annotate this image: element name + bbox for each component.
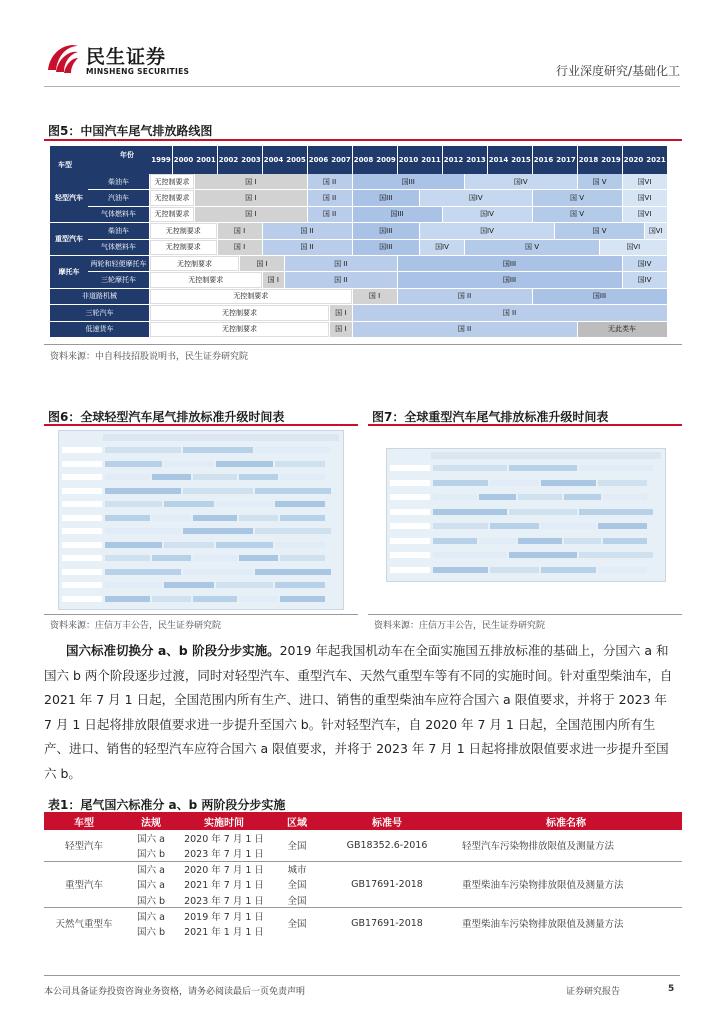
timeline-row xyxy=(387,536,665,546)
corner-vehicle-label: 车型 xyxy=(58,161,72,169)
region-cell: 全国 xyxy=(270,908,324,939)
timeline-row-label-block xyxy=(390,465,430,471)
timeline-segment xyxy=(105,582,162,588)
timeline-segment xyxy=(255,528,331,534)
timeline-segment xyxy=(105,488,181,494)
timeline-segment xyxy=(518,538,562,544)
vehicle-type-cell: 天然气重型车 xyxy=(44,908,124,939)
year-header-2000: 2000 xyxy=(173,146,195,174)
timeline-segment xyxy=(216,582,273,588)
timeline-segment xyxy=(579,465,653,471)
timeline-row-label-block xyxy=(390,509,430,515)
figure6-source-divider xyxy=(44,614,358,615)
timeline-row-label-block xyxy=(390,523,430,529)
timeline-segment xyxy=(490,567,539,573)
corner-year-label: 年份 xyxy=(120,151,134,159)
figure7-title: 图7：全球重型汽车尾气排放标准升级时间表 xyxy=(372,410,609,424)
year-header-2021: 2021 xyxy=(645,146,667,174)
roadmap-stage-bar: 国 I xyxy=(195,190,307,205)
roadmap-stage-bar: 国 II xyxy=(285,272,397,287)
region-cell: 全国 xyxy=(287,895,307,907)
roadmap-stage-bar: 国III xyxy=(398,256,622,271)
group-label: 重型汽车 xyxy=(50,223,88,255)
timeline-row xyxy=(59,513,343,523)
timeline-segment xyxy=(433,552,507,558)
figure6-source: 资料来源：庄信万丰公告，民生证券研究院 xyxy=(50,621,222,631)
timeline-segment xyxy=(598,480,647,486)
year-header-2017: 2017 xyxy=(555,146,577,174)
timeline-segment xyxy=(518,494,562,500)
timeline-segment xyxy=(105,461,162,467)
timeline-segment xyxy=(433,523,488,529)
timeline-year-header xyxy=(431,452,661,459)
date-cell: 2020 年 7 月 1 日 xyxy=(178,861,270,877)
timeline-segment xyxy=(239,515,278,521)
timeline-row-label-block xyxy=(62,528,102,534)
timeline-row xyxy=(387,463,665,473)
footer-divider xyxy=(44,975,680,976)
timeline-segment xyxy=(164,542,215,548)
row-label: 汽油车 xyxy=(88,190,149,205)
timeline-segment xyxy=(105,528,181,534)
roadmap-stage-bar: 国 I xyxy=(330,305,352,320)
year-header-2009: 2009 xyxy=(375,146,397,174)
timeline-segment xyxy=(216,501,273,507)
timeline-row xyxy=(59,486,343,496)
col-header-vehicle-type: 车型 xyxy=(44,812,124,830)
timeline-segment xyxy=(564,494,602,500)
timeline-row xyxy=(59,567,343,577)
figure7-title-underline xyxy=(368,424,682,426)
timeline-segment xyxy=(275,582,326,588)
row-label: 柴油车 xyxy=(88,223,149,238)
date-cell: 2021 年 7 月 1 日 xyxy=(184,880,264,892)
timeline-row xyxy=(59,526,343,536)
row-label: 气体燃料车 xyxy=(88,207,149,222)
timeline-segment xyxy=(280,515,325,521)
roadmap-stage-bar: 国IV xyxy=(420,223,554,238)
minsheng-logo-icon xyxy=(44,40,80,76)
roadmap-stage-bar: 国 V xyxy=(533,190,622,205)
roadmap-stage-bar: 国VI xyxy=(623,190,667,205)
year-header-2014: 2014 xyxy=(488,146,510,174)
roadmap-stage-bar: 无控制要求 xyxy=(150,223,217,238)
roadmap-stage-bar: 国 V xyxy=(533,207,622,222)
timeline-segment xyxy=(193,596,238,602)
timeline-segment xyxy=(164,501,215,507)
row-label: 三轮汽车 xyxy=(50,305,149,320)
year-header-2019: 2019 xyxy=(600,146,622,174)
vehicle-type-cell: 重型汽车 xyxy=(44,861,124,908)
timeline-segment xyxy=(193,515,238,521)
year-header-2010: 2010 xyxy=(398,146,420,174)
roadmap-stage-bar: 国 V xyxy=(465,240,599,255)
timeline-segment xyxy=(433,538,477,544)
timeline-segment xyxy=(433,494,477,500)
timeline-segment xyxy=(603,538,647,544)
timeline-row xyxy=(59,580,343,590)
stage-cell: 国六 a xyxy=(137,880,165,892)
region-cell: 城市 xyxy=(270,861,324,877)
figure6-title: 图6：全球轻型汽车尾气排放标准升级时间表 xyxy=(48,410,285,424)
roadmap-stage-bar: 国 V xyxy=(578,174,622,189)
roadmap-stage-bar: 国 I xyxy=(218,223,262,238)
roadmap-stage-bar: 国 II xyxy=(353,322,577,337)
timeline-row-label-block xyxy=(62,569,102,575)
standards-table xyxy=(44,812,682,939)
timeline-segment xyxy=(564,538,602,544)
roadmap-stage-bar: 国 II xyxy=(285,256,397,271)
timeline-segment xyxy=(183,447,253,453)
timeline-segment xyxy=(255,569,331,575)
roadmap-stage-bar: 无控制要求 xyxy=(150,174,194,189)
roadmap-stage-bar: 国IV xyxy=(623,256,667,271)
standard-number-cell: GB17691-2018 xyxy=(324,861,450,908)
timeline-row xyxy=(59,499,343,509)
year-header-2001: 2001 xyxy=(195,146,217,174)
roadmap-stage-bar: 无控制要求 xyxy=(150,256,239,271)
timeline-row-label-block xyxy=(62,596,102,602)
stage-cell: 国六 a xyxy=(137,833,165,845)
logo-chinese-name: 民生证券 xyxy=(86,46,167,68)
timeline-row xyxy=(59,594,343,604)
figure7-heavy-duty-timeline-image xyxy=(386,448,666,582)
roadmap-stage-bar: 国 II xyxy=(353,305,667,320)
roadmap-stage-bar: 国III xyxy=(398,272,622,287)
stage-cell: 国六 a xyxy=(124,908,178,924)
stage-cell: 国六 b xyxy=(136,849,166,860)
timeline-segment xyxy=(152,474,191,480)
timeline-segment xyxy=(105,542,162,548)
region-cell: 全国 xyxy=(287,841,307,853)
standard-name-cell: 重型柴油车污染物排放限值及测量方法 xyxy=(450,908,682,939)
roadmap-stage-bar: 国 II xyxy=(308,174,352,189)
roadmap-stage-bar: 国IV xyxy=(443,207,532,222)
year-header-2007: 2007 xyxy=(330,146,352,174)
col-header-standard-number: 标准号 xyxy=(324,812,450,830)
year-header-2005: 2005 xyxy=(285,146,307,174)
timeline-segment xyxy=(603,494,647,500)
group-label: 轻型汽车 xyxy=(50,174,88,222)
year-header-2018: 2018 xyxy=(578,146,600,174)
timeline-segment xyxy=(598,523,647,529)
timeline-segment xyxy=(509,509,577,515)
timeline-segment xyxy=(105,447,181,453)
stage-cell: 国六 b xyxy=(136,926,166,938)
col-header-implementation-date: 实施时间 xyxy=(178,812,270,830)
timeline-segment xyxy=(152,515,191,521)
roadmap-stage-bar: 国III xyxy=(353,190,420,205)
row-label: 柴油车 xyxy=(88,174,149,189)
footer-disclaimer: 本公司具备证券投资咨询业务资格，请务必阅读最后一页免责声明 xyxy=(44,987,306,997)
year-header-2004: 2004 xyxy=(263,146,285,174)
timeline-row-label-block xyxy=(62,447,102,453)
timeline-row-label-block xyxy=(390,552,430,558)
timeline-segment xyxy=(479,538,517,544)
figure7-source-divider xyxy=(368,614,682,615)
timeline-row xyxy=(387,550,665,560)
row-label: 气体燃料车 xyxy=(88,240,149,255)
row-label: 三轮摩托车 xyxy=(88,272,149,287)
timeline-row-label-block xyxy=(390,567,430,573)
roadmap-stage-bar: 无控制要求 xyxy=(150,207,194,222)
roadmap-stage-bar: 国III xyxy=(353,174,465,189)
year-header-2003: 2003 xyxy=(240,146,262,174)
date-cell: 2020 年 7 月 1 日 xyxy=(184,833,264,845)
roadmap-stage-bar: 国 I xyxy=(330,322,352,337)
timeline-segment xyxy=(490,523,539,529)
row-label: 非道路机械 xyxy=(50,289,149,304)
timeline-segment xyxy=(275,501,326,507)
timeline-row-label-block xyxy=(62,555,102,561)
roadmap-stage-bar: 无控制要求 xyxy=(150,289,352,304)
timeline-segment xyxy=(280,474,325,480)
table-row xyxy=(44,861,682,877)
roadmap-stage-bar: 无控制要求 xyxy=(150,322,329,337)
roadmap-stage-bar: 国 II xyxy=(398,289,532,304)
timeline-segment xyxy=(152,555,191,561)
roadmap-stage-bar: 无控制要求 xyxy=(150,272,262,287)
timeline-row xyxy=(59,553,343,563)
figure5-source-divider xyxy=(44,344,682,345)
roadmap-stage-bar: 无控制要求 xyxy=(150,240,217,255)
timeline-segment xyxy=(105,501,162,507)
figure5-title-underline xyxy=(44,139,682,141)
timeline-segment xyxy=(239,596,278,602)
standard-number-cell: GB18352.6-2016 xyxy=(346,839,428,851)
paragraph-lead: 国六标准切换分 a、b 阶段分步实施。 xyxy=(66,643,280,658)
timeline-segment xyxy=(598,567,647,573)
timeline-segment xyxy=(579,552,653,558)
roadmap-stage-bar: 国 I xyxy=(263,272,285,287)
timeline-segment xyxy=(216,461,273,467)
table-row xyxy=(44,830,682,846)
date-cell: 2023 年 7 月 1 日 xyxy=(184,895,264,907)
timeline-row-label-block xyxy=(390,480,430,486)
timeline-segment xyxy=(183,528,253,534)
timeline-segment xyxy=(280,555,325,561)
timeline-segment xyxy=(579,509,653,515)
roadmap-stage-bar: 国III xyxy=(353,207,442,222)
roadmap-stage-bar: 国 I xyxy=(195,207,307,222)
timeline-segment xyxy=(239,555,278,561)
report-category: 行业深度研究/基础化工 xyxy=(555,64,680,78)
timeline-segment xyxy=(105,474,150,480)
timeline-row-label-block xyxy=(62,461,102,467)
timeline-row xyxy=(387,521,665,531)
timeline-year-header xyxy=(103,434,339,441)
roadmap-stage-bar: 无此类车 xyxy=(578,322,667,337)
timeline-row-label-block xyxy=(62,501,102,507)
row-label: 低速货车 xyxy=(50,322,149,337)
timeline-segment xyxy=(509,465,577,471)
year-header-2008: 2008 xyxy=(353,146,375,174)
timeline-row xyxy=(387,507,665,517)
year-header-2006: 2006 xyxy=(308,146,330,174)
timeline-segment xyxy=(479,494,517,500)
roadmap-stage-bar: 国 II xyxy=(308,207,352,222)
timeline-segment xyxy=(255,447,331,453)
date-cell: 2023 年 7 月 1 日 xyxy=(184,849,264,860)
timeline-segment xyxy=(183,569,253,575)
timeline-segment xyxy=(239,474,278,480)
vehicle-type-cell: 轻型汽车 xyxy=(64,841,103,853)
figure6-light-duty-timeline-image xyxy=(58,430,344,610)
paragraph-text: 2019 年起我国机动车在全面实施国五排放标准的基础上，分国六 a 和国六 b 两个阶段逐步过渡，同时对轻型汽车、重型汽车、天然气重型车等有不同的实施时间。针对重型柴油车，自 2021 年 7 月 1 日起，全国范围内所有生产、进口、销售的重型柴油车应符合国六 a 限值要求，并将于 2023 年 7 月 1 日起将排放限值要求进一步提升至国六 b。针对轻型汽车，自 2020 年 7 月 1 日起，全国范围内所有生产、进口、销售的轻型汽车应符合国六 a 限值要求，并将于 2023 年 7 月 1 日起将排放限值要求进一步提升至国六 b。 xyxy=(44,643,673,781)
region-cell: 全国 xyxy=(287,880,307,892)
timeline-segment xyxy=(280,596,325,602)
timeline-segment xyxy=(216,542,273,548)
roadmap-stage-bar: 国 II xyxy=(263,240,352,255)
roadmap-stage-bar: 国 I xyxy=(240,256,284,271)
timeline-segment xyxy=(105,515,150,521)
footer-report-type: 证券研究报告 xyxy=(566,987,621,997)
stage-cell: 国六 b xyxy=(136,895,166,907)
figure5-source: 资料来源：中自科技招股说明书，民生证券研究院 xyxy=(50,352,249,362)
roadmap-stage-bar: 国VI xyxy=(645,223,667,238)
timeline-row xyxy=(59,540,343,550)
roadmap-stage-bar: 国III xyxy=(353,223,420,238)
timeline-segment xyxy=(193,474,238,480)
timeline-segment xyxy=(164,582,215,588)
timeline-row-label-block xyxy=(390,494,430,500)
logo-english-name: MINSHENG SECURITIES xyxy=(86,67,190,76)
standard-name-cell: 轻型汽车污染物排放限值及测量方法 xyxy=(462,841,615,853)
timeline-segment xyxy=(541,567,596,573)
timeline-row-label-block xyxy=(390,538,430,544)
standard-name-cell: 重型柴油车污染物排放限值及测量方法 xyxy=(450,861,682,908)
year-header-2002: 2002 xyxy=(218,146,240,174)
timeline-segment xyxy=(193,555,238,561)
timeline-row-label-block xyxy=(62,474,102,480)
timeline-row xyxy=(59,459,343,469)
timeline-segment xyxy=(433,509,507,515)
timeline-segment xyxy=(105,569,181,575)
roadmap-stage-bar: 国 I xyxy=(353,289,397,304)
roadmap-stage-bar: 无控制要求 xyxy=(150,190,194,205)
figure5-title: 图5：中国汽车尾气排放路线图 xyxy=(48,124,213,138)
company-logo xyxy=(44,40,190,80)
year-header-2020: 2020 xyxy=(623,146,645,174)
page-number: 5 xyxy=(668,984,675,994)
roadmap-stage-bar: 国IV xyxy=(465,174,577,189)
row-label: 两轮和轻便摩托车 xyxy=(88,256,149,271)
table-row xyxy=(44,908,682,924)
timeline-segment xyxy=(541,480,596,486)
year-header-2012: 2012 xyxy=(443,146,465,174)
roadmap-stage-bar: 国VI xyxy=(623,174,667,189)
body-paragraph xyxy=(44,639,674,787)
table1-title: 表1：尾气国六标准分 a、b 两阶段分步实施 xyxy=(48,798,286,812)
timeline-segment xyxy=(490,480,539,486)
timeline-row xyxy=(387,492,665,502)
timeline-segment xyxy=(433,567,488,573)
year-header-1999: 1999 xyxy=(150,146,172,174)
roadmap-stage-bar: 国VI xyxy=(600,240,667,255)
roadmap-stage-bar: 国 I xyxy=(218,240,262,255)
timeline-segment xyxy=(275,542,326,548)
figure7-source: 资料来源：庄信万丰公告，民生证券研究院 xyxy=(374,621,546,631)
timeline-segment xyxy=(164,461,215,467)
chart-corner-header xyxy=(50,146,150,174)
roadmap-stage-bar: 国VI xyxy=(623,207,667,222)
timeline-row-label-block xyxy=(62,542,102,548)
timeline-segment xyxy=(541,523,596,529)
figure6-title-underline xyxy=(44,424,358,426)
timeline-segment xyxy=(105,555,150,561)
timeline-segment xyxy=(105,596,150,602)
roadmap-stage-bar: 国 II xyxy=(263,223,352,238)
timeline-row xyxy=(387,565,665,575)
header-divider xyxy=(44,86,680,87)
timeline-row xyxy=(387,478,665,488)
col-header-standard-name: 标准名称 xyxy=(450,812,682,830)
roadmap-stage-bar: 国IV xyxy=(420,190,532,205)
group-label: 摩托车 xyxy=(50,256,88,288)
roadmap-stage-bar: 国 II xyxy=(308,190,352,205)
col-header-region: 区域 xyxy=(270,812,324,830)
roadmap-stage-bar: 国III xyxy=(353,240,420,255)
timeline-segment xyxy=(509,552,577,558)
year-header-2015: 2015 xyxy=(510,146,532,174)
roadmap-stage-bar: 国III xyxy=(533,289,667,304)
timeline-segment xyxy=(183,488,253,494)
emission-roadmap-chart xyxy=(50,146,666,338)
roadmap-stage-bar: 国IV xyxy=(623,272,667,287)
date-cell: 2019 年 7 月 1 日 xyxy=(178,908,270,924)
timeline-row-label-block xyxy=(62,488,102,494)
timeline-row xyxy=(59,472,343,482)
stage-cell: 国六 a xyxy=(124,861,178,877)
timeline-segment xyxy=(275,461,326,467)
timeline-row xyxy=(59,445,343,455)
timeline-segment xyxy=(433,465,507,471)
year-header-2016: 2016 xyxy=(533,146,555,174)
roadmap-stage-bar: 国 V xyxy=(555,223,644,238)
col-header-regulation: 法规 xyxy=(124,812,178,830)
roadmap-stage-bar: 无控制要求 xyxy=(150,305,329,320)
timeline-row-label-block xyxy=(62,582,102,588)
year-header-2011: 2011 xyxy=(420,146,442,174)
year-header-2013: 2013 xyxy=(465,146,487,174)
timeline-segment xyxy=(255,488,331,494)
roadmap-stage-bar: 国IV xyxy=(420,240,464,255)
standard-number-cell: GB17691-2018 xyxy=(324,908,450,939)
timeline-segment xyxy=(152,596,191,602)
date-cell: 2021 年 1 月 1 日 xyxy=(184,926,264,938)
roadmap-stage-bar: 国 I xyxy=(195,174,307,189)
timeline-row-label-block xyxy=(62,515,102,521)
timeline-segment xyxy=(433,480,488,486)
